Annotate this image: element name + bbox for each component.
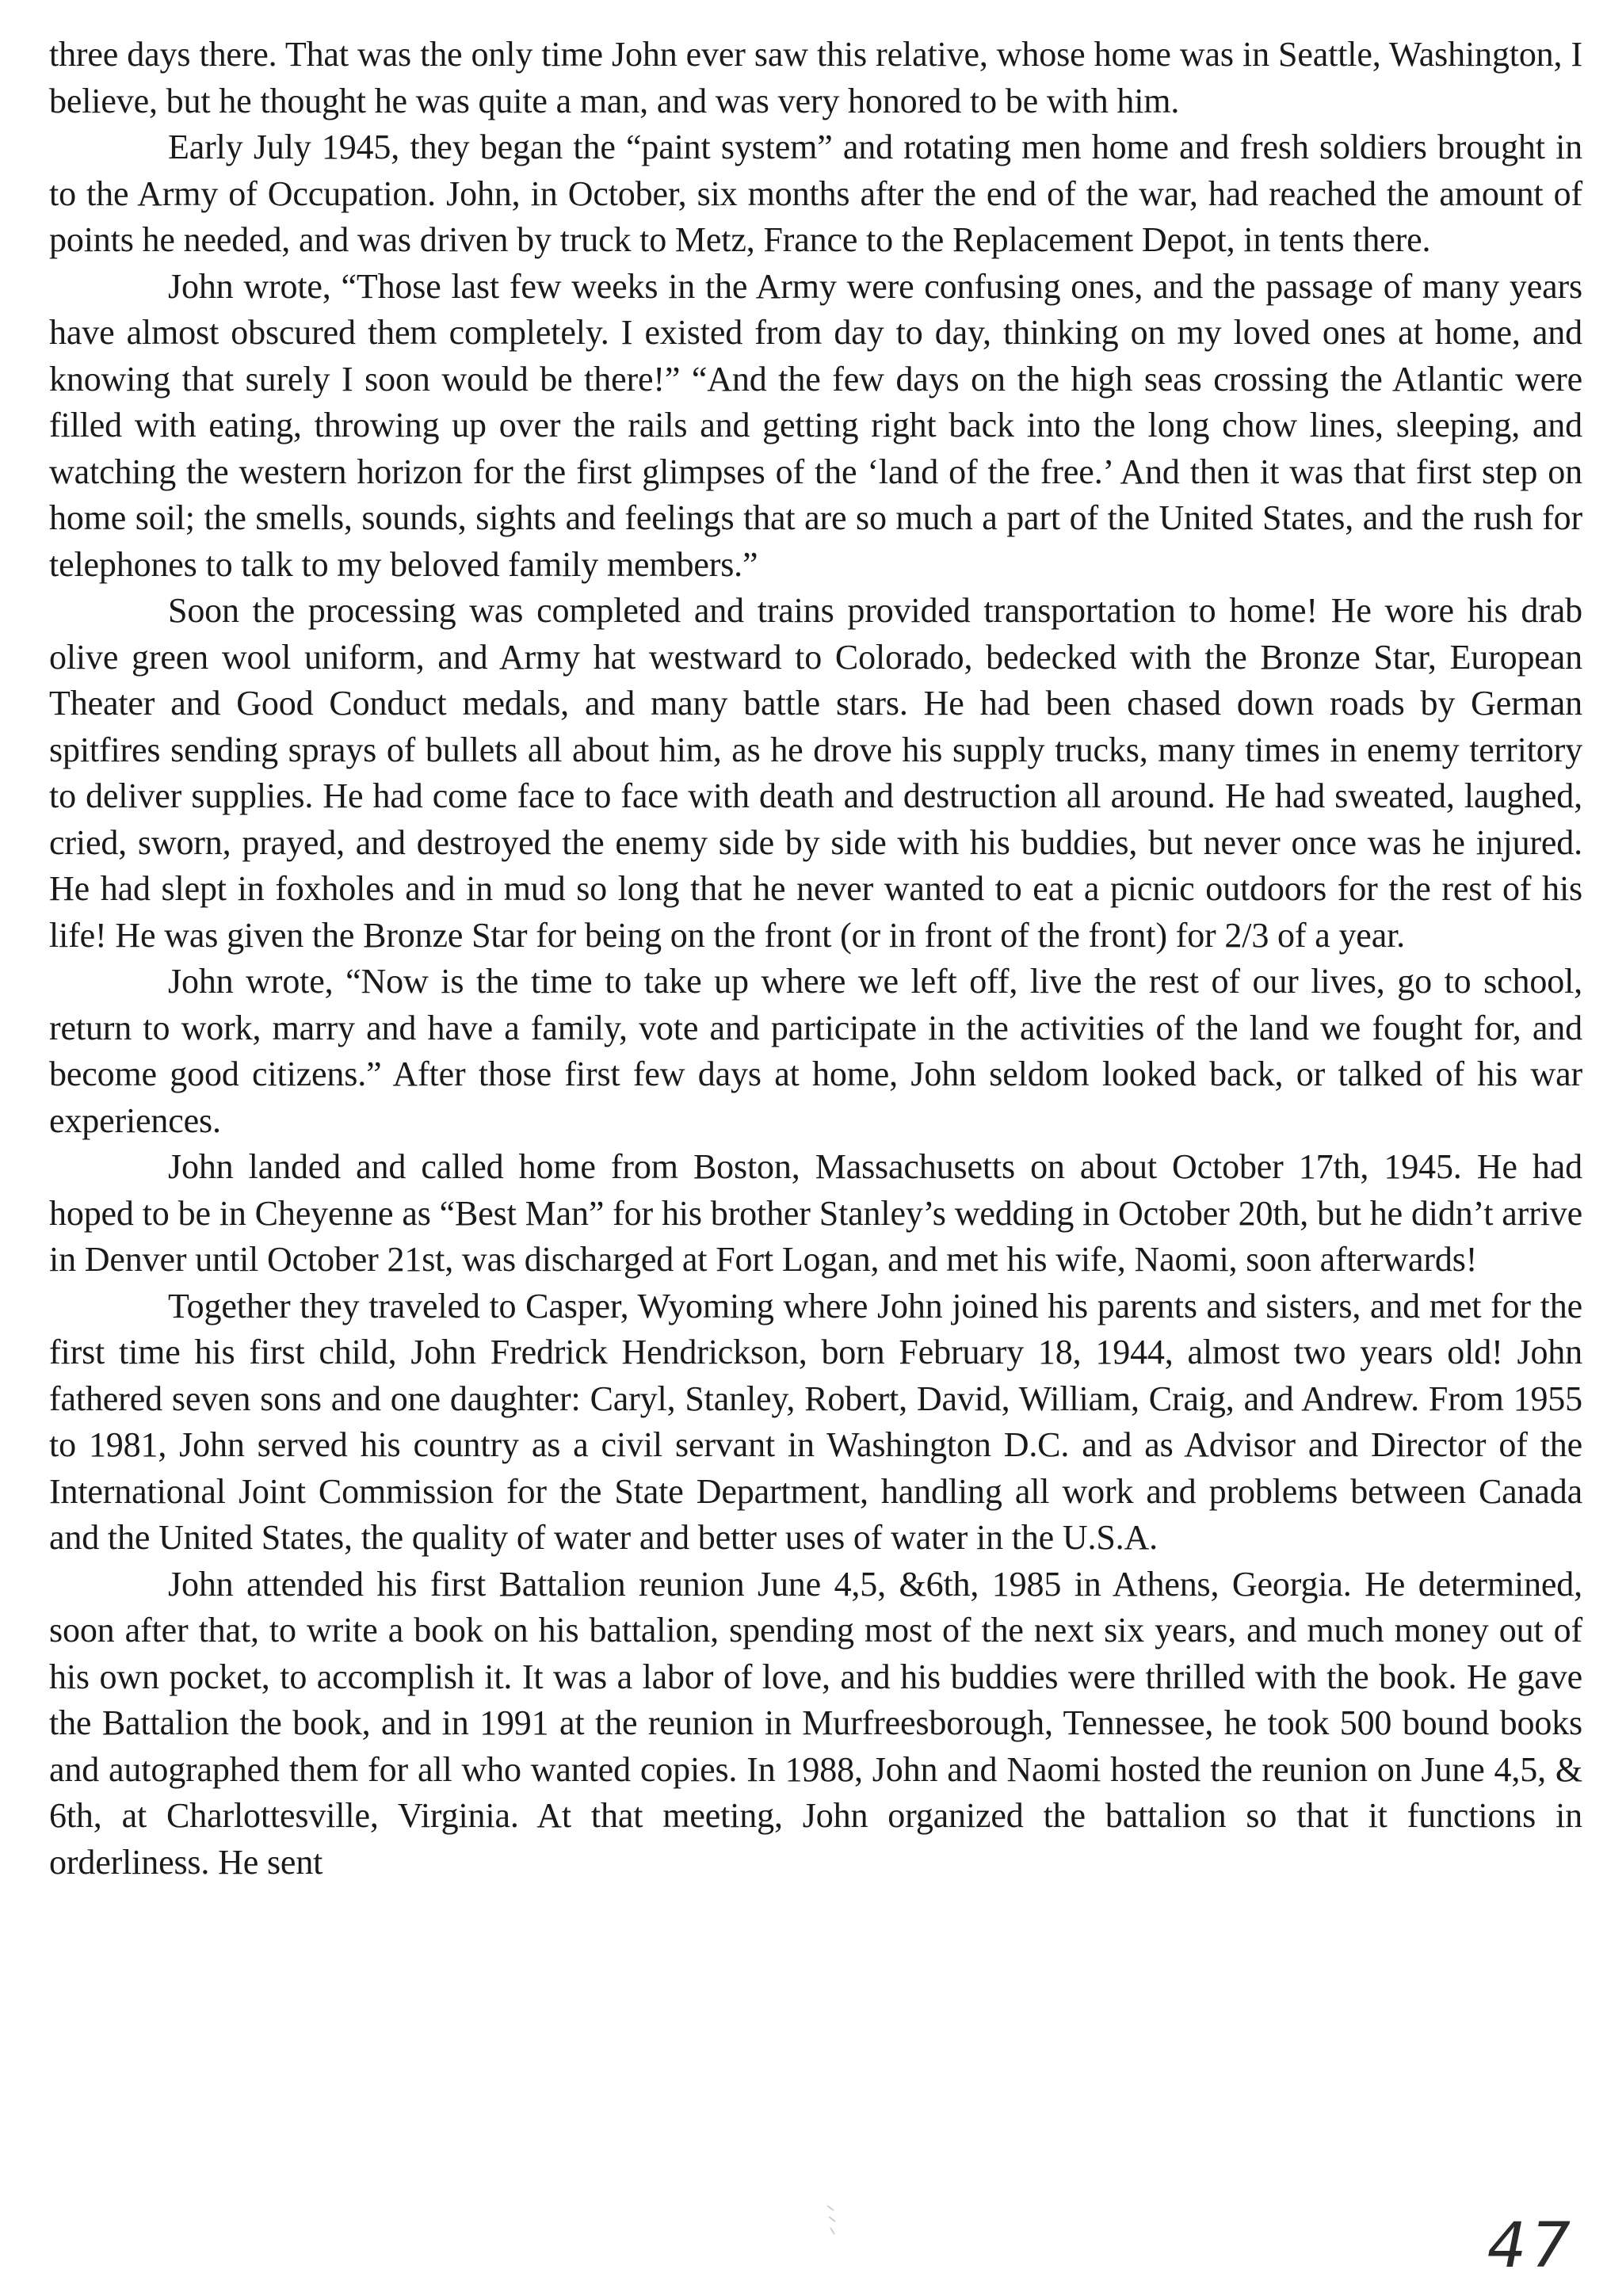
paragraph-8: John attended his first Battalion reunion June 4,5, &6th, 1985 in Athens, Georgia. He determined, soon after that, to write a book on his battalion, spending most of the next six years, and much money out of his own pocket, to accomplish it. It was a labor of love, and his buddies were thrilled with the book. He gave the Battalion the book, and in 1991 at the reunion in Murfreesborough, Tennessee, he took 500 bound books and autographed them for all who wanted copies. In 1988, John and Naomi hosted the reunion on June 4,5, & 6th, at Charlottesville, Virginia. At that meeting, John organized the battalion so that it functions in orderliness. He sent xyxy=(49,1564,1582,1882)
paragraph-3: John wrote, “Those last few weeks in the Army were confusing ones, and the passage of many years have almost obscured them completely. I existed from day to day, thinking on my loved ones at home, and knowing that surely I soon would be there!” “And the few days on the high seas crossing the Atlantic were filled with eating, throwing up over the rails and getting right back into the long chow lines, sleeping, and watching the western horizon for the first glimpses of the ‘land of the free.’ And then it was that first step on home soil; the smells, sounds, sights and feelings that are so much a part of the United States, and the rush for telephones to talk to my beloved family members.” xyxy=(49,266,1582,584)
paragraph-4: Soon the processing was completed and trains provided transportation to home! He wore his drab olive green wool uniform, and Army hat westward to Colorado, bedecked with the Bronze Star, European Theater and Good Conduct medals, and many battle stars. He had been chased down roads by German spitfires sending sprays of bullets all about him, as he drove his supply trucks, many times in enemy territory to deliver supplies. He had come face to face with death and destruction all around. He had sweated, laughed, cried, sworn, prayed, and destroyed the enemy side by side with his buddies, but never once was he injured. He had slept in foxholes and in mud so long that he never wanted to eat a picnic outdoors for the rest of his life! He was given the Bronze Star for being on the front (or in front of the front) for 2/3 of a year. xyxy=(49,591,1582,955)
page-number: 47 xyxy=(1487,2210,1575,2282)
paragraph-1: three days there. That was the only time John ever saw this relative, whose home was in Seattle, Washington, I believe, but he thought he was quite a man, and was very honored to be with him. xyxy=(49,35,1582,120)
paragraph-6: John landed and called home from Boston, Massachusetts on about October 17th, 1945. He had hoped to be in Cheyenne as “Best Man” for his brother Stanley’s wedding in October 20th, but he didn’t arrive in Denver until October 21st, was discharged at Fort Logan, and met his wife, Naomi, soon afterwards! xyxy=(49,1147,1582,1279)
paragraph-2: Early July 1945, they began the “paint system” and rotating men home and fresh soldiers brought in to the Army of Occupation. John, in October, six months after the end of the war, had reached the amount of points he needed, and was driven by truck to Metz, France to the Replacement Depot, in tents there. xyxy=(49,128,1582,259)
paragraph-5: John wrote, “Now is the time to take up where we left off, live the rest of our lives, go to school, return to work, marry and have a family, vote and participate in the activities of the land we fought for, and become good citizens.” After those first few days at home, John seldom looked back, or talked of his war experiences. xyxy=(49,962,1582,1140)
scan-speck-icon xyxy=(824,2203,840,2239)
body-text xyxy=(49,32,1582,1886)
paragraph-7: Together they traveled to Casper, Wyoming where John joined his parents and sisters, and met for the first time his first child, John Fredrick Hendrickson, born February 18, 1944, almost two years old! John fathered seven sons and one daughter: Caryl, Stanley, Robert, David, William, Craig, and Andrew. From 1955 to 1981, John served his country as a civil servant in Washington D.C. and as Advisor and Director of the International Joint Commission for the State Department, handling all work and problems between Canada and the United States, the quality of water and better uses of water in the U.S.A. xyxy=(49,1286,1582,1557)
